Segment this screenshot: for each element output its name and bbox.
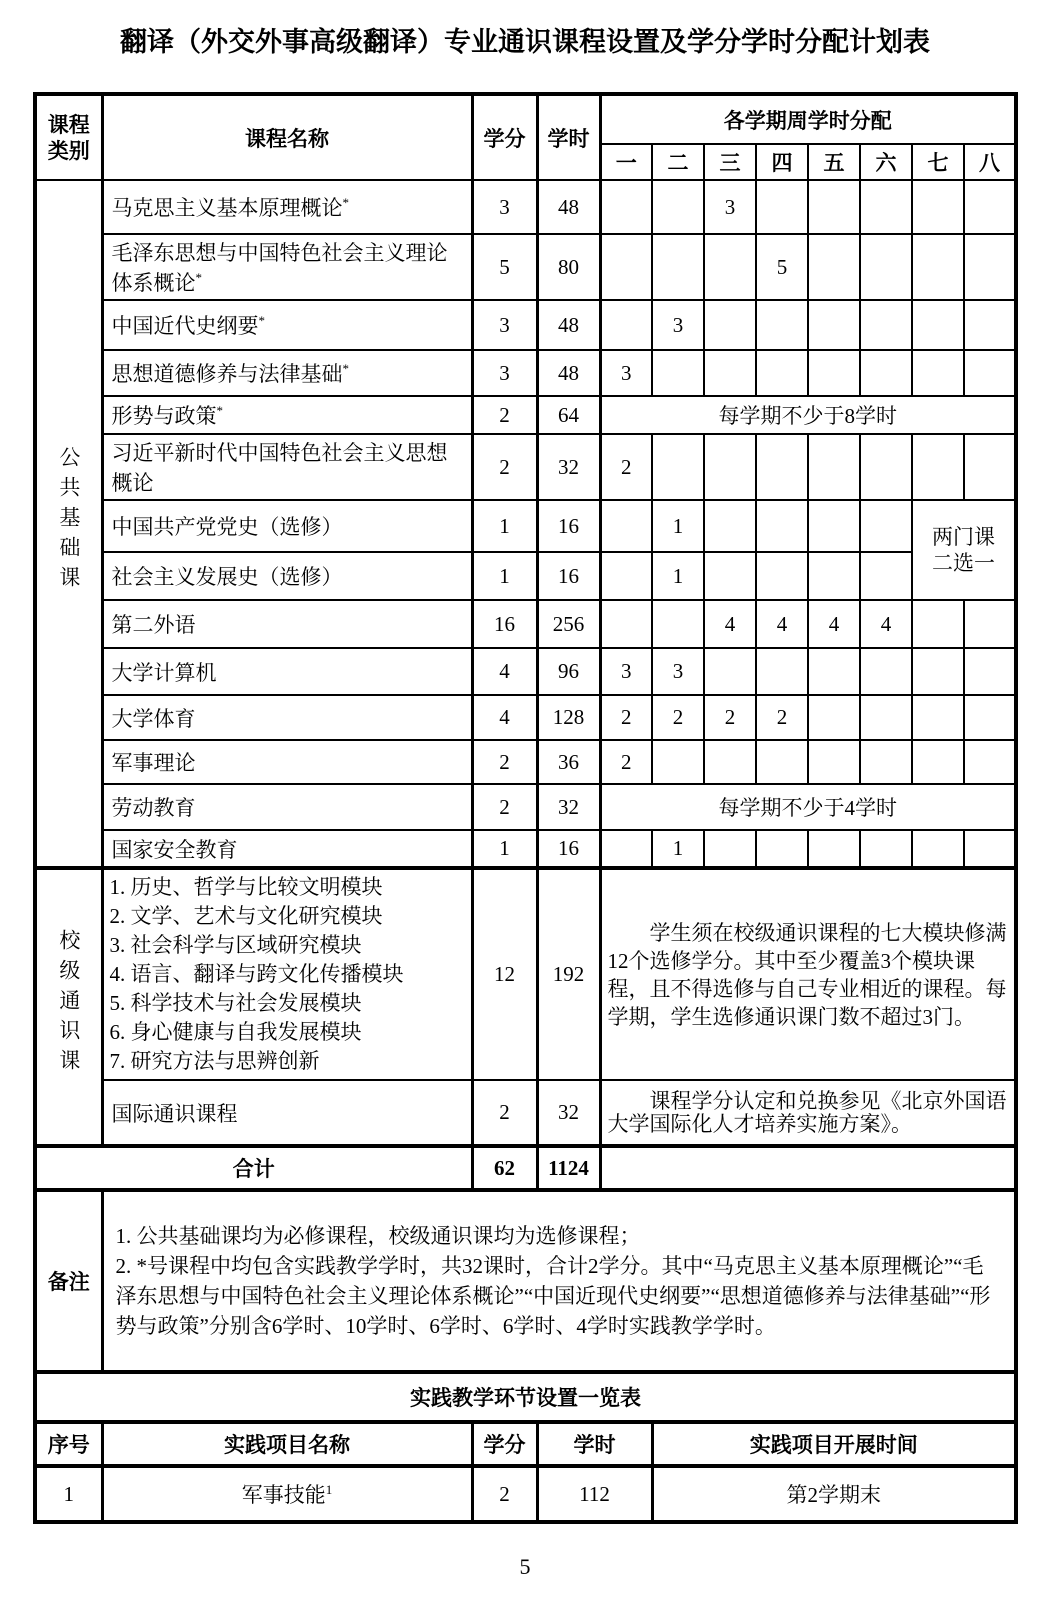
semester-cell: [704, 234, 756, 300]
header-sem-6: 六: [860, 144, 912, 180]
credits-value: 2: [472, 1080, 537, 1146]
course-name: 习近平新时代中国特色社会主义思想概论: [102, 434, 472, 500]
remarks-line-2: 2. *号课程中均包含实践教学学时，共32课时，合计2学分。其中“马克思主义基本原理概论”“毛泽东思想与中国特色社会主义理论体系概论”“中国近现代史纲要”“思想道德修养与法律基础”“形势与政策”分别含6学时、10学时、6学时、6学时、4学时实践教学学时。: [115, 1254, 991, 1338]
remarks-label: 备注: [35, 1190, 102, 1372]
semester-cell: 5: [756, 234, 808, 300]
semester-cell: [912, 600, 964, 648]
practice-header-time: 实践项目开展时间: [652, 1422, 1016, 1466]
semester-cell: [808, 434, 860, 500]
semester-cell: 2: [652, 695, 704, 740]
semester-cell: [964, 234, 1016, 300]
semester-cell: [860, 350, 912, 396]
header-sem-5: 五: [808, 144, 860, 180]
semester-cell: 2: [600, 434, 652, 500]
course-name: 国际通识课程: [102, 1080, 472, 1146]
semester-cell: [860, 234, 912, 300]
semester-cell: [756, 830, 808, 868]
semester-cell: [808, 500, 860, 552]
practice-header-credits: 学分: [472, 1422, 537, 1466]
credits-value: 3: [472, 300, 537, 350]
semester-cell: [600, 180, 652, 234]
course-row: [35, 695, 1016, 740]
practice-name: 军事技能$^1$: [102, 1466, 472, 1522]
semester-cell: 3: [652, 648, 704, 695]
section-label-public-basic: 公共基础课: [35, 180, 102, 868]
credits-value: 3: [472, 180, 537, 234]
practice-header-hours: 学时: [537, 1422, 652, 1466]
course-name: 毛泽东思想与中国特色社会主义理论体系概论*: [102, 234, 472, 300]
hours-value: 48: [537, 350, 600, 396]
practice-credits: 2: [472, 1466, 537, 1522]
semester-cell: [756, 648, 808, 695]
semester-cell: [756, 740, 808, 784]
semester-cell: [860, 740, 912, 784]
practice-table-title: 实践教学环节设置一览表: [35, 1372, 1016, 1422]
semester-cell: [860, 300, 912, 350]
semester-cell: [964, 648, 1016, 695]
semester-cell: [964, 830, 1016, 868]
semester-cell: [704, 830, 756, 868]
semester-cell: [600, 300, 652, 350]
semester-cell: 1: [652, 500, 704, 552]
course-row: [35, 648, 1016, 695]
credits-value: 12: [472, 868, 537, 1080]
semester-cell: [912, 648, 964, 695]
semester-cell: [704, 648, 756, 695]
credits-value: 1: [472, 830, 537, 868]
semester-span-note: 每学期不少于4学时: [600, 784, 1016, 830]
credits-value: 16: [472, 600, 537, 648]
hours-value: 16: [537, 830, 600, 868]
course-row: [35, 500, 1016, 552]
semester-cell: [652, 740, 704, 784]
semester-cell: [600, 500, 652, 552]
asterisk-mark: *: [342, 195, 349, 210]
semester-cell: [808, 552, 860, 600]
practice-hours: 112: [537, 1466, 652, 1522]
semester-cell: 3: [600, 648, 652, 695]
semester-cell: 2: [600, 740, 652, 784]
semester-cell: [964, 740, 1016, 784]
hours-value: 192: [537, 868, 600, 1080]
practice-data-row: [35, 1466, 1016, 1522]
semester-cell: 4: [704, 600, 756, 648]
credits-value: 2: [472, 434, 537, 500]
semester-cell: [704, 434, 756, 500]
modules-row: [35, 868, 1016, 1080]
semester-cell: 4: [756, 600, 808, 648]
semester-cell: [860, 552, 912, 600]
header-sem-7: 七: [912, 144, 964, 180]
semester-cell: [652, 234, 704, 300]
semester-cell: [808, 830, 860, 868]
course-row: [35, 396, 1016, 434]
semester-cell: [600, 830, 652, 868]
semester-cell: [600, 234, 652, 300]
modules-note: 学生须在校级通识课程的七大模块修满12个选修学分。其中至少覆盖3个模块课程，且不得选修与自己专业相近的课程。每学期，学生选修通识课门数不超过3门。: [600, 868, 1016, 1080]
semester-cell: [756, 300, 808, 350]
semester-cell: [756, 434, 808, 500]
credits-value: 1: [472, 552, 537, 600]
semester-span-note: 每学期不少于8学时: [600, 396, 1016, 434]
total-row: [35, 1146, 1016, 1190]
hours-value: 36: [537, 740, 600, 784]
semester-cell: [860, 648, 912, 695]
course-row: [35, 300, 1016, 350]
credits-value: 4: [472, 695, 537, 740]
semester-cell: [912, 234, 964, 300]
hours-value: 32: [537, 1080, 600, 1146]
page-number: 5: [519, 1554, 531, 1579]
course-name: 军事理论: [102, 740, 472, 784]
semester-cell: [912, 300, 964, 350]
semester-cell: [912, 434, 964, 500]
course-name: 中国近代史纲要*: [102, 300, 472, 350]
semester-cell: [652, 350, 704, 396]
semester-cell: [704, 740, 756, 784]
header-sem-2: 二: [652, 144, 704, 180]
hours-value: 96: [537, 648, 600, 695]
intl-course-row: [35, 1080, 1016, 1146]
course-row: [35, 350, 1016, 396]
course-name: 劳动教育: [102, 784, 472, 830]
practice-header-no: 序号: [35, 1422, 102, 1466]
credits-value: 5: [472, 234, 537, 300]
course-row: [35, 784, 1016, 830]
credits-value: 2: [472, 784, 537, 830]
semester-cell: [964, 180, 1016, 234]
header-category: [35, 94, 102, 180]
semester-cell: [964, 695, 1016, 740]
semester-cell: 1: [652, 552, 704, 600]
curriculum-table: [33, 92, 1018, 1524]
header-credits: 学分: [472, 94, 537, 180]
semester-cell: [652, 180, 704, 234]
hours-value: 128: [537, 695, 600, 740]
semester-cell: [808, 695, 860, 740]
semester-cell: [860, 180, 912, 234]
semester-cell: [704, 300, 756, 350]
course-name: 社会主义发展史（选修）: [102, 552, 472, 600]
hours-value: 32: [537, 434, 600, 500]
semester-cell: 4: [808, 600, 860, 648]
hours-value: 16: [537, 552, 600, 600]
credits-value: 2: [472, 396, 537, 434]
header-sem-3: 三: [704, 144, 756, 180]
course-name: 国家安全教育: [102, 830, 472, 868]
header-category-line1: 课程: [47, 112, 90, 137]
hours-value: 64: [537, 396, 600, 434]
course-name: 中国共产党党史（选修）: [102, 500, 472, 552]
course-row: [35, 600, 1016, 648]
semester-cell: [912, 350, 964, 396]
semester-cell: [704, 500, 756, 552]
course-row: [35, 830, 1016, 868]
remarks-text: [102, 1190, 1016, 1372]
hours-value: 32: [537, 784, 600, 830]
total-label: 合计: [35, 1146, 472, 1190]
credits-value: 4: [472, 648, 537, 695]
credits-value: 3: [472, 350, 537, 396]
semester-cell: 2: [600, 695, 652, 740]
hours-value: 16: [537, 500, 600, 552]
total-empty-cell: [600, 1146, 1016, 1190]
credits-value: 1: [472, 500, 537, 552]
page-title: 翻译（外交外事高级翻译）专业通识课程设置及学分学时分配计划表: [120, 27, 930, 57]
total-hours: 1124: [537, 1146, 600, 1190]
footnote-mark: 1: [325, 1482, 333, 1497]
semester-cell: [808, 300, 860, 350]
practice-header-row: [35, 1422, 1016, 1466]
header-sem-4: 四: [756, 144, 808, 180]
credits-value: 2: [472, 740, 537, 784]
section-label-school-general: 校级通识课: [35, 868, 102, 1146]
course-name: 马克思主义基本原理概论*: [102, 180, 472, 234]
semester-cell: [912, 180, 964, 234]
semester-cell: [964, 350, 1016, 396]
course-name: 思想道德修养与法律基础*: [102, 350, 472, 396]
semester-cell: [756, 552, 808, 600]
practice-header-name: 实践项目名称: [102, 1422, 472, 1466]
elective-choice-note: 两门课 二选一: [912, 500, 1016, 600]
semester-cell: [652, 434, 704, 500]
hours-value: 256: [537, 600, 600, 648]
remarks-row: [35, 1190, 1016, 1372]
semester-cell: [912, 740, 964, 784]
course-name: 大学计算机: [102, 648, 472, 695]
semester-cell: [860, 500, 912, 552]
semester-cell: [808, 180, 860, 234]
semester-cell: [756, 180, 808, 234]
asterisk-mark: *: [258, 313, 265, 328]
course-name: 形势与政策*: [102, 396, 472, 434]
asterisk-mark: *: [195, 270, 202, 285]
semester-cell: [860, 830, 912, 868]
asterisk-mark: *: [342, 361, 349, 376]
semester-cell: 3: [600, 350, 652, 396]
semester-cell: 3: [652, 300, 704, 350]
semester-cell: [600, 600, 652, 648]
hours-value: 48: [537, 180, 600, 234]
course-name: 第二外语: [102, 600, 472, 648]
header-weekly-title: 各学期周学时分配: [600, 94, 1016, 144]
course-name: 大学体育: [102, 695, 472, 740]
semester-cell: 2: [704, 695, 756, 740]
semester-cell: [652, 600, 704, 648]
semester-cell: 4: [860, 600, 912, 648]
practice-time: 第2学期末: [652, 1466, 1016, 1522]
course-row: [35, 740, 1016, 784]
semester-cell: [964, 300, 1016, 350]
semester-cell: [808, 648, 860, 695]
semester-cell: [912, 695, 964, 740]
course-row: [35, 434, 1016, 500]
header-hours: 学时: [537, 94, 600, 180]
semester-cell: [808, 350, 860, 396]
semester-cell: [756, 350, 808, 396]
total-credits: 62: [472, 1146, 537, 1190]
semester-cell: 1: [652, 830, 704, 868]
semester-cell: 2: [756, 695, 808, 740]
semester-cell: [704, 350, 756, 396]
semester-cell: [600, 552, 652, 600]
semester-cell: [860, 434, 912, 500]
course-row: [35, 234, 1016, 300]
modules-list: 1. 历史、哲学与比较文明模块 2. 文学、艺术与文化研究模块 3. 社会科学与区域研究模块 4. 语言、翻译与跨文化传播模块 5. 科学技术与社会发展模块 6. 身心健康与自我发展模块 7. 研究方法与思辨创新: [102, 868, 472, 1080]
practice-no: 1: [35, 1466, 102, 1522]
header-sem-8: 八: [964, 144, 1016, 180]
semester-cell: [860, 695, 912, 740]
practice-title-row: [35, 1372, 1016, 1422]
asterisk-mark: *: [216, 403, 223, 418]
hours-value: 80: [537, 234, 600, 300]
header-sem-1: 一: [600, 144, 652, 180]
intl-course-note: 课程学分认定和兑换参见《北京外国语大学国际化人才培养实施方案》。: [600, 1080, 1016, 1146]
semester-cell: [964, 434, 1016, 500]
header-course-name: 课程名称: [102, 94, 472, 180]
header-category-line2: 类别: [47, 138, 90, 163]
semester-cell: [704, 552, 756, 600]
semester-cell: 3: [704, 180, 756, 234]
remarks-line-1: 1. 公共基础课均为必修课程，校级通识课均为选修课程；: [115, 1224, 641, 1248]
course-row: [35, 552, 1016, 600]
semester-cell: [912, 830, 964, 868]
hours-value: 48: [537, 300, 600, 350]
semester-cell: [756, 500, 808, 552]
course-row: [35, 180, 1016, 234]
semester-cell: [964, 600, 1016, 648]
semester-cell: [808, 234, 860, 300]
semester-cell: [808, 740, 860, 784]
